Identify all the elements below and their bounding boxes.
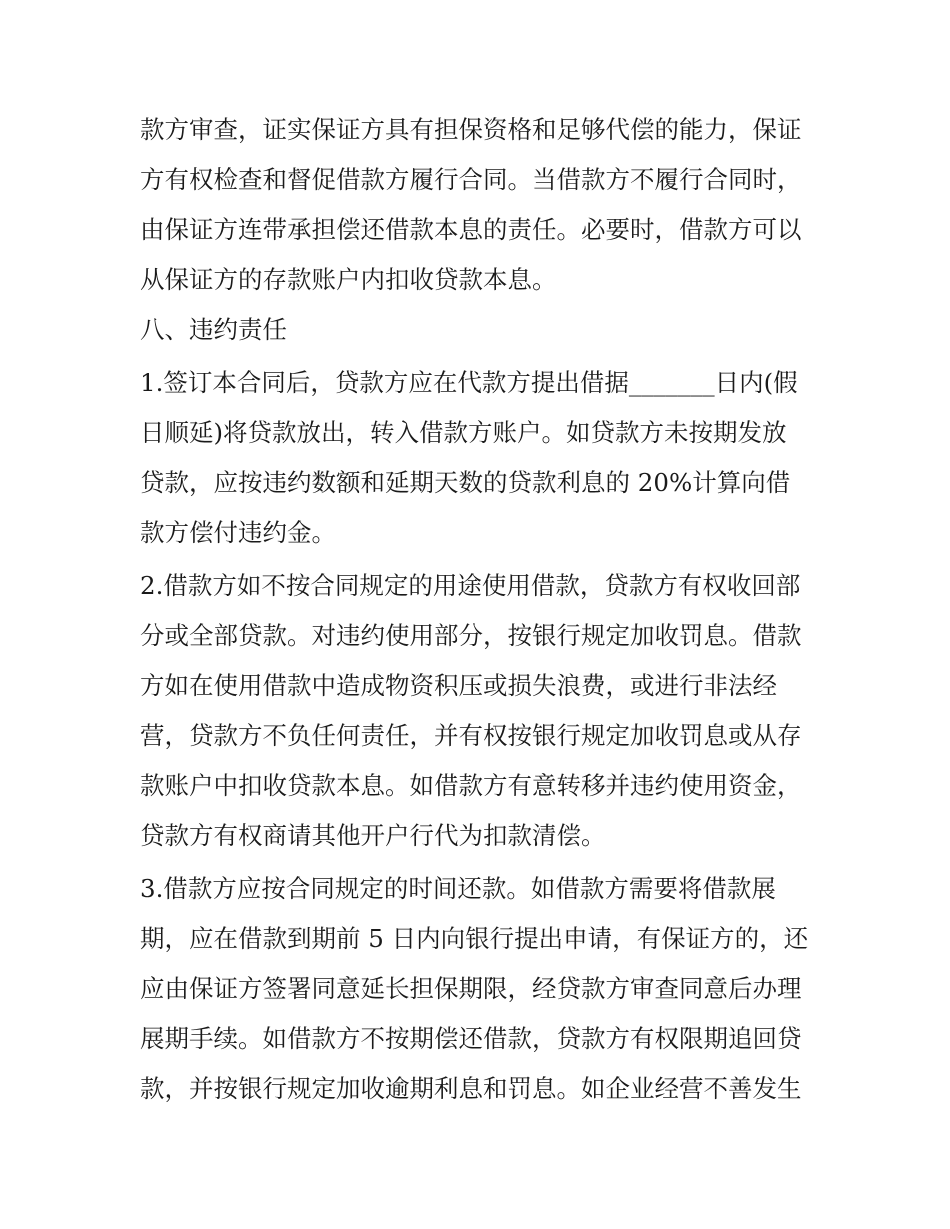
text-line: 款账户中扣收贷款本息。如借款方有意转移并违约使用资金， (140, 771, 802, 800)
text-line: 1.签订本合同后，贷款方应在代款方提出借据_______日内(假 (140, 368, 798, 397)
text-line: 展期手续。如借款方不按期偿还借款，贷款方有权限期追回贷 (140, 1024, 802, 1053)
text-line: 日顺延)将贷款放出，转入借款方账户。如贷款方未按期发放 (140, 418, 787, 447)
text-line: 从保证方的存款账户内扣收贷款本息。 (140, 265, 557, 294)
text-line: 由保证方连带承担偿还借款本息的责任。必要时，借款方可以 (140, 215, 802, 244)
text-line: 款，并按银行规定加收逾期利息和罚息。如企业经营不善发生 (140, 1074, 802, 1103)
text-line: 3.借款方应按合同规定的时间还款。如借款方需要将借款展 (140, 874, 776, 903)
text-line: 2.借款方如不按合同规定的用途使用借款，贷款方有权收回部 (140, 571, 801, 600)
text-line: 分或全部贷款。对违约使用部分，按银行规定加收罚息。借款 (140, 621, 802, 650)
text-line: 方如在使用借款中造成物资积压或损失浪费，或进行非法经 (140, 671, 777, 700)
text-line: 款方审查，证实保证方具有担保资格和足够代偿的能力，保证 (140, 115, 802, 144)
text-line: 贷款方有权商请其他开户行代为扣款清偿。 (140, 821, 606, 850)
text-line: 款方偿付违约金。 (140, 518, 336, 547)
section-heading: 八、违约责任 (140, 315, 287, 344)
text-line: 应由保证方签署同意延长担保期限，经贷款方审查同意后办理 (140, 974, 802, 1003)
text-line: 营，贷款方不负任何责任，并有权按银行规定加收罚息或从存 (140, 721, 802, 750)
text-line: 贷款，应按违约数额和延期天数的贷款利息的 20%计算向借 (140, 468, 791, 497)
text-line: 期，应在借款到期前 5 日内向银行提出申请，有保证方的，还 (140, 924, 809, 953)
text-line: 方有权检查和督促借款方履行合同。当借款方不履行合同时， (140, 165, 802, 194)
